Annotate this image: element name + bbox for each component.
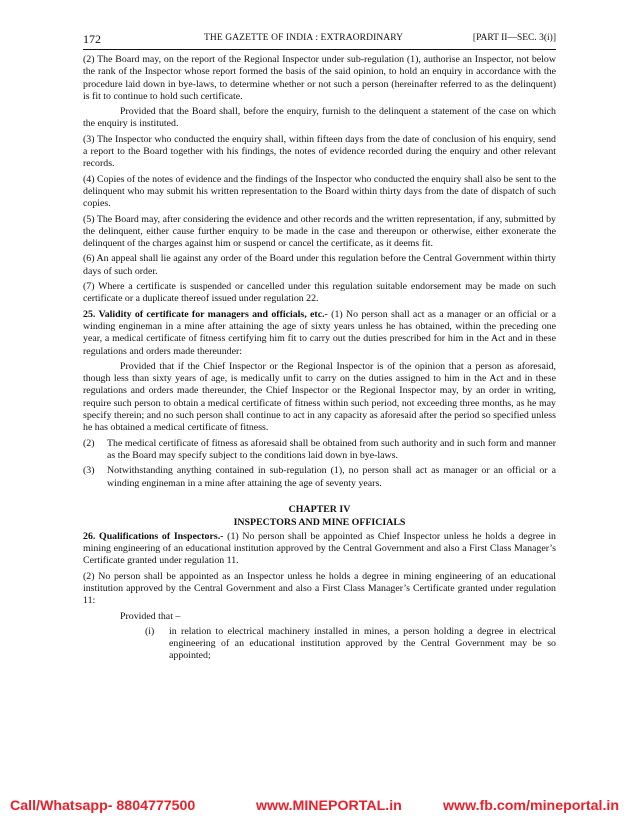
paragraph-4: (4) Copies of the notes of evidence and the findings of the Inspector who conducted the enquiry shall also be sent to the delinquent who may submit his written representation to the Board within thirty days from the date of dispatch of such copies. [83,173,556,210]
regulation-26-proviso: Provided that – [120,610,181,622]
clause-number: (3) [83,465,95,477]
part-section: [PART II—SEC. 3(i)] [472,33,556,43]
regulation-25 [83,309,556,358]
regulation-25-proviso: Provided that if the Chief Inspector or the Regional Inspector is of the opinion that a person as aforesaid, though less than sixty years of age, is medically unfit to carry on the duties assigned to him in the Act and in these regulations and orders made thereunder, the Chief Inspector or the Regional Inspector may, by an order in writing, require such person to obtain a medical certificate of fitness within such period, not exceeding three months, as he may specify therein; and no such person shall continue to act in any capacity as aforesaid after the period so specified unless he has obtained a medical certificate of fitness. [83,360,556,434]
gazette-title: THE GAZETTE OF INDIA : EXTRAORDINARY [204,33,404,43]
paragraph-3: (3) The Inspector who conducted the enquiry shall, within fifteen days from the date of conclusion of his enquiry, send a report to the Board together with his findings, the notes of evidence recorded during the enquiry and other relevant records. [83,133,556,170]
regulation-25-text: (1) No person shall act as a manager or an official or a winding engineman in a mine after attaining the age of sixty years unless he has obtained, within the preceding one year, a medical certificate of fitness certifying him fit to carry out the duties prescribed for him in the Act and in these regulations and orders made thereunder: [83,308,556,357]
regulation-26-text: (1) No person shall be appointed as Chief Inspector unless he holds a degree in mining engineering of an educational institution approved by the Central Government and also a First Class Manager’s Certificate granted under regulation 11. [83,530,556,567]
chapter-title: INSPECTORS AND MINE OFFICIALS [233,516,406,528]
chapter-heading: CHAPTER IV [288,503,351,515]
regulation-26-heading: 26. Qualifications of Inspectors.- [83,530,224,542]
website-link[interactable]: www.MINEPORTAL.in [256,798,402,814]
regulation-26-subclause-i [145,626,556,663]
contact-phone: Call/Whatsapp- 8804777500 [10,798,196,814]
proviso-paragraph: Provided that the Board shall, before the enquiry, furnish to the delinquent a statement of the case on which the enquiry is instituted. [83,106,556,130]
subclause-number: (i) [145,625,155,637]
clause-text: The medical certificate of fitness as aforesaid shall be obtained from such authority and in such form and manner as the Board may specify subject to the conditions laid down in bye-laws. [107,437,556,461]
regulation-26-clause-2: (2) No person shall be appointed as an Inspector unless he holds a degree in mining engineering of an educational institution approved by the Central Government and also a First Class Manager’s Certificate granted under regulation 11: [83,570,556,607]
clause-text: Notwithstanding anything contained in sub-regulation (1), no person shall act as manager or an official or a winding engineman in a mine after attaining the age of seventy years. [107,465,556,489]
regulation-25-heading: 25. Validity of certificate for managers and officials, etc.- [83,308,328,320]
page-header [83,32,556,48]
gazette-page [83,32,556,666]
facebook-link[interactable]: www.fb.com/mineportal.in [443,798,620,814]
regulation-25-clause-2 [83,438,556,463]
subclause-text: in relation to electrical machinery installed in mines, a person holding a degree in electrical engineering of an educational institution approved by the Central Government may be so appointed; [169,625,556,662]
clause-number: (2) [83,437,95,449]
header-rule [83,49,556,50]
regulation-26 [83,531,556,568]
paragraph-5: (5) The Board may, after considering the evidence and other records and the written representation, if any, submitted by the delinquent, either cause further enquiry to be made in the case and thereupon or otherwise, either exonerate the delinquent of the charges against him or suspend or cancel the certificate, as it deems fit. [83,213,556,250]
promo-footer [0,798,638,818]
paragraph-2: (2) The Board may, on the report of the Regional Inspector under sub-regulation (1), authorise an Inspector, not below the rank of the Inspector whose report formed the basis of the said opinion, to hold an enquiry in accordance with the procedure laid down in bye-laws, to determine whether or not such a person (hereinafter referred to as the delinquent) is fit to continue to hold such certificate. [83,54,556,102]
paragraph-7: (7) Where a certificate is suspended or cancelled under this regulation suitable endorsement may be made on such certificate or a duplicate thereof issued under regulation 22. [83,281,556,305]
page-number: 172 [83,32,101,46]
regulation-25-clause-3 [83,465,556,490]
paragraph-6: (6) An appeal shall lie against any order of the Board under this regulation before the Central Government within thirty days of such order. [83,253,556,277]
